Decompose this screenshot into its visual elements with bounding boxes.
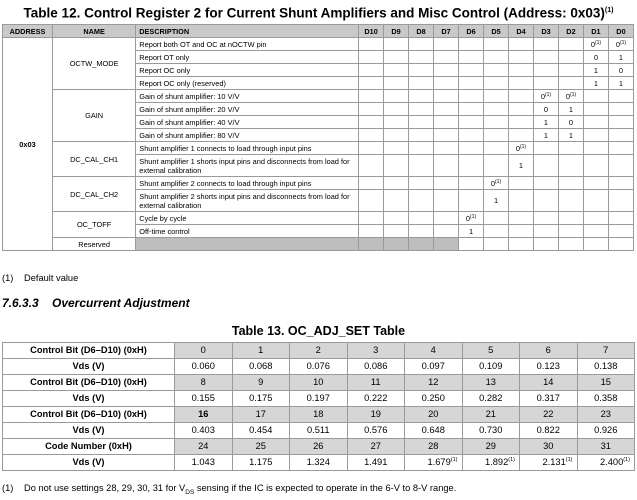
bit-cell: 0 xyxy=(583,51,608,64)
table-cell: 0.317 xyxy=(520,391,578,407)
table-cell: 27 xyxy=(347,439,405,455)
bit-cell: 1 xyxy=(608,51,633,64)
table-cell: 23 xyxy=(577,407,635,423)
table-cell: 0.138 xyxy=(577,359,635,375)
bit-cell: 1 xyxy=(558,129,583,142)
description-cell: Report OT only xyxy=(136,51,359,64)
description-cell: Gain of shunt amplifier: 80 V/V xyxy=(136,129,359,142)
section-heading xyxy=(2,296,190,311)
bit-cell: 1 xyxy=(583,77,608,90)
table-cell: 0.068 xyxy=(232,359,290,375)
table-cell: 1.491 xyxy=(347,455,405,471)
table-cell: 1.892$^{(1)}$ xyxy=(462,455,520,471)
table-cell: 25 xyxy=(232,439,290,455)
bit-cell: 1 xyxy=(558,103,583,116)
table-cell: 2.131$^{(1)}$ xyxy=(520,455,578,471)
section-title: Overcurrent Adjustment xyxy=(52,296,190,310)
table-cell: 1 xyxy=(232,343,290,359)
table-cell: 17 xyxy=(232,407,290,423)
description-cell: Gain of shunt amplifier: 20 V/V xyxy=(136,103,359,116)
table-row xyxy=(3,407,635,423)
table-cell: 14 xyxy=(520,375,578,391)
table-cell: 28 xyxy=(405,439,463,455)
table-row xyxy=(3,439,635,455)
table-cell: 10 xyxy=(290,375,348,391)
header-d3: D3 xyxy=(533,25,558,38)
table-cell: 6 xyxy=(520,343,578,359)
table-cell: 0.060 xyxy=(175,359,233,375)
table-cell: 1.324 xyxy=(290,455,348,471)
table-cell: 0.250 xyxy=(405,391,463,407)
table-cell: 13 xyxy=(462,375,520,391)
header-description: DESCRIPTION xyxy=(136,25,359,38)
table-cell: 1.175 xyxy=(232,455,290,471)
table-cell: 0.086 xyxy=(347,359,405,375)
header-d4: D4 xyxy=(509,25,534,38)
table13-title: Table 13. OC_ADJ_SET Table xyxy=(231,324,406,338)
bit-cell: 1 xyxy=(533,129,558,142)
table-cell: 22 xyxy=(520,407,578,423)
header-d10: D10 xyxy=(359,25,384,38)
row-label: Vds (V) xyxy=(3,455,175,471)
bit-cell: 0 xyxy=(533,103,558,116)
table-cell: 15 xyxy=(577,375,635,391)
table-cell: 1.679$^{(1)}$ xyxy=(405,455,463,471)
table-cell: 0.222 xyxy=(347,391,405,407)
footnote-settings-warning: (1) Do not use settings 28, 29, 30, 31 for $V_{DS}$ sensing if the IC is expected to operate in the 6-V to 8-V range. xyxy=(2,483,457,496)
table-cell: 5 xyxy=(462,343,520,359)
table-cell: 0.123 xyxy=(520,359,578,375)
table-cell: 0.454 xyxy=(232,423,290,439)
header-d5: D5 xyxy=(484,25,509,38)
table-cell: 0.648 xyxy=(405,423,463,439)
description-cell: Shunt amplifier 2 connects to load through input pins xyxy=(136,177,359,190)
table-cell: 8 xyxy=(175,375,233,391)
section-number: 7.6.3.3 xyxy=(2,296,39,310)
field-name-reserved: Reserved xyxy=(52,238,135,251)
table12-title-note: (1) xyxy=(604,7,614,14)
bit-cell: 0$^{(1)}$ xyxy=(484,177,509,190)
table-cell: 2 xyxy=(290,343,348,359)
row-label: Code Number (0xH) xyxy=(3,439,175,455)
description-cell: Shunt amplifier 1 connects to load through input pins xyxy=(136,142,359,155)
table-cell: 0.155 xyxy=(175,391,233,407)
description-cell: Cycle by cycle xyxy=(136,212,359,225)
table-row xyxy=(3,90,634,103)
table-cell: 0 xyxy=(175,343,233,359)
footnote-default-value: (1) Default value xyxy=(2,273,79,283)
bit-cell: 0$^{(1)}$ xyxy=(533,90,558,103)
row-label: Control Bit (D6–D10) (0xH) xyxy=(3,375,175,391)
field-name-dc-cal-ch1: DC_CAL_CH1 xyxy=(52,142,135,177)
table12-header-row xyxy=(3,25,634,38)
control-register-table xyxy=(2,24,634,251)
bit-cell: 1 xyxy=(533,116,558,129)
table-row xyxy=(3,423,635,439)
table-cell: 31 xyxy=(577,439,635,455)
table-cell: 30 xyxy=(520,439,578,455)
description-cell: Shunt amplifier 1 shorts input pins and disconnects from load for external calibration xyxy=(136,155,359,177)
table-cell: 2.400$^{(1)}$ xyxy=(577,455,635,471)
table-cell: 1.043 xyxy=(175,455,233,471)
table-cell: 0.730 xyxy=(462,423,520,439)
table-cell: 0.511 xyxy=(290,423,348,439)
table-cell: 21 xyxy=(462,407,520,423)
header-d6: D6 xyxy=(459,25,484,38)
bit-cell: 0$^{(1)}$ xyxy=(509,142,534,155)
table-cell: 4 xyxy=(405,343,463,359)
register-address: 0x03 xyxy=(3,38,53,251)
bit-cell: 1 xyxy=(608,77,633,90)
header-d2: D2 xyxy=(558,25,583,38)
table-row xyxy=(3,38,634,51)
table-cell: 0.175 xyxy=(232,391,290,407)
header-d7: D7 xyxy=(434,25,459,38)
table-cell: 0.576 xyxy=(347,423,405,439)
table-cell: 9 xyxy=(232,375,290,391)
table12-title: Table 12. Control Register 2 for Current Shunt Amplifiers and Misc Control (Address: 0x03)$^{(1)}$ xyxy=(23,5,614,21)
header-address: ADDRESS xyxy=(3,25,53,38)
bit-cell: 1 xyxy=(459,225,484,238)
table-row xyxy=(3,455,635,471)
row-label: Vds (V) xyxy=(3,423,175,439)
table-cell: 11 xyxy=(347,375,405,391)
description-cell: Gain of shunt amplifier: 40 V/V xyxy=(136,116,359,129)
table-cell: 0.076 xyxy=(290,359,348,375)
table-cell: 19 xyxy=(347,407,405,423)
table-cell: 0.282 xyxy=(462,391,520,407)
table-cell: 0.403 xyxy=(175,423,233,439)
field-name-oc-toff: OC_TOFF xyxy=(52,212,135,238)
table-cell: 0.197 xyxy=(290,391,348,407)
table-row xyxy=(3,142,634,155)
table-cell: 12 xyxy=(405,375,463,391)
description-cell: Report OC only (reserved) xyxy=(136,77,359,90)
bit-cell: 0 xyxy=(608,64,633,77)
field-name-octw-mode: OCTW_MODE xyxy=(52,38,135,90)
header-d8: D8 xyxy=(409,25,434,38)
field-name-gain: GAIN xyxy=(52,90,135,142)
field-name-dc-cal-ch2: DC_CAL_CH2 xyxy=(52,177,135,212)
table-row xyxy=(3,375,635,391)
table-cell: 0.109 xyxy=(462,359,520,375)
table-cell: 3 xyxy=(347,343,405,359)
header-d1: D1 xyxy=(583,25,608,38)
table-cell: 16 xyxy=(175,407,233,423)
header-name: NAME xyxy=(52,25,135,38)
table-cell: 24 xyxy=(175,439,233,455)
bit-cell: 1 xyxy=(484,190,509,212)
bit-cell: 0$^{(1)}$ xyxy=(608,38,633,51)
table-cell: 26 xyxy=(290,439,348,455)
row-label: Control Bit (D6–D10) (0xH) xyxy=(3,407,175,423)
row-label: Vds (V) xyxy=(3,359,175,375)
bit-cell: 1 xyxy=(583,64,608,77)
description-cell: Report OC only xyxy=(136,64,359,77)
table-cell: 18 xyxy=(290,407,348,423)
bit-cell: 0 xyxy=(558,116,583,129)
table-cell: 29 xyxy=(462,439,520,455)
table-cell: 0.822 xyxy=(520,423,578,439)
bit-cell: 1 xyxy=(509,155,534,177)
oc-adj-set-table xyxy=(2,342,635,471)
row-label: Vds (V) xyxy=(3,391,175,407)
table-row xyxy=(3,359,635,375)
bit-cell: 0$^{(1)}$ xyxy=(583,38,608,51)
header-d0: D0 xyxy=(608,25,633,38)
table-cell: 7 xyxy=(577,343,635,359)
table-row xyxy=(3,343,635,359)
bit-cell: 0$^{(1)}$ xyxy=(558,90,583,103)
table-cell: 0.358 xyxy=(577,391,635,407)
header-d9: D9 xyxy=(384,25,409,38)
table-row xyxy=(3,238,634,251)
table-row xyxy=(3,212,634,225)
table-cell: 0.926 xyxy=(577,423,635,439)
bit-cell: 0$^{(1)}$ xyxy=(459,212,484,225)
table-cell: 20 xyxy=(405,407,463,423)
description-cell: Shunt amplifier 2 shorts input pins and disconnects from load for external calibration xyxy=(136,190,359,212)
description-cell: Gain of shunt amplifier: 10 V/V xyxy=(136,90,359,103)
description-cell: Off-time control xyxy=(136,225,359,238)
table-row xyxy=(3,391,635,407)
table-row xyxy=(3,177,634,190)
row-label: Control Bit (D6–D10) (0xH) xyxy=(3,343,175,359)
table-cell: 0.097 xyxy=(405,359,463,375)
description-cell: Report both OT and OC at nOCTW pin xyxy=(136,38,359,51)
